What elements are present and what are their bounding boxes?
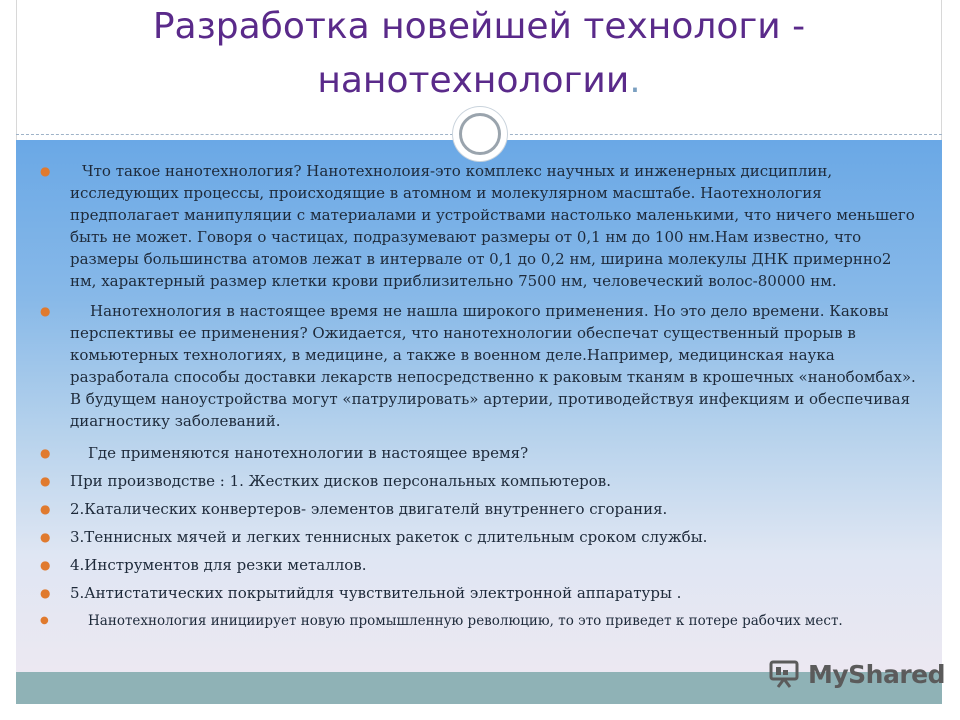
list-item-text: Где применяются нанотехнологии в настоящее время? (88, 444, 529, 462)
bullet-icon: ● (40, 164, 51, 178)
bullet-icon: ● (40, 530, 51, 544)
list-item-text: 5.Антистатических покрытийдля чувствительной электронной аппаратуры . (70, 584, 682, 602)
divider-ornament-ring-icon (459, 113, 501, 155)
bullet-icon: ● (40, 446, 51, 460)
title-line-2-text: нанотехнологии (317, 60, 630, 101)
bullet-list (40, 160, 920, 632)
bullet-icon: ● (40, 502, 51, 516)
list-item (40, 554, 920, 576)
list-item (40, 442, 920, 464)
bullet-icon: ● (40, 558, 51, 572)
watermark-text: MyShared (808, 659, 946, 689)
list-item-text: Что такое нанотехнология? Нанотехнолоия-это комплекс научных и инженерных дисциплин, исследующих процессы, происходящие в атомном и молекулярном масштабе. Наотехнология предполагает манипуляции с материалами и устройствами настолько маленькими, что ничего меньшего быть не может. Говоря о частицах, подразумевают размеры от 0,1 нм до 100 нм.Нам известно, что размеры большинства атомов лежат в интервале от 0,1 до 0,2 нм, ширина молекулы ДНК примернно2 нм, характерный размер клетки крови приблизительно 7500 нм, человеческий волос-80000 нм. (70, 162, 915, 290)
bullet-icon: ● (40, 304, 51, 318)
list-item-text: 2.Каталических конвертеров- элементов двигателй внутреннего сгорания. (70, 500, 668, 518)
bullet-icon: ● (40, 474, 51, 488)
title-line-1: Разработка новейшей технологи - (152, 6, 806, 47)
list-item (40, 300, 920, 432)
bullet-icon: ● (40, 615, 49, 626)
list-item-text: Нанотехнология в настоящее время не нашла широкого применения. Но это дело времени. Каковы перспективы ее применения? Ожидается, что нанотехнологии обеспечат существенный прорыв в комьютерных технологиях, в медицине, а также в военном деле.Например, медицинская наука разработала способы доставки лекарств непосредственно к раковым тканям в крошечных «нанобомбах». В будущем наноустройства могут «патрулировать» артерии, противодействуя инфекциям и обеспечивая диагностику заболеваний. (70, 302, 916, 430)
list-item (40, 498, 920, 520)
presentation-board-icon (768, 659, 802, 689)
list-item (40, 610, 920, 632)
list-item-text: 4.Инструментов для резки металлов. (70, 556, 367, 574)
list-item (40, 526, 920, 548)
bullet-icon: ● (40, 586, 51, 600)
list-item (40, 160, 920, 292)
list-item-text: 3.Теннисных мячей и легких теннисных ракеток с длительным сроком службы. (70, 528, 708, 546)
list-item-text: Нанотехнология инициирует новую промышленную революцию, то это приведет к потере рабочих мест. (88, 613, 843, 629)
list-item-text: При производстве : 1. Жестких дисков персональных компьютеров. (70, 472, 611, 490)
title-dot: . (629, 60, 641, 101)
title-line-2 (16, 54, 942, 108)
list-item (40, 582, 920, 604)
list-item (40, 470, 920, 492)
watermark-logo (768, 656, 945, 692)
